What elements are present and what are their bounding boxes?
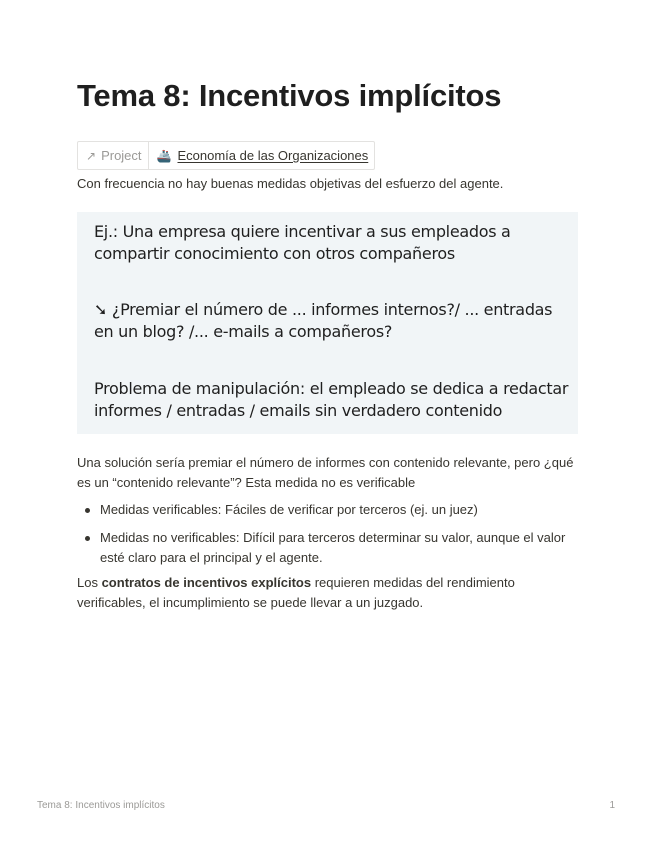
project-link[interactable]: Economía de las Organizaciones [177,148,369,163]
list-item: Medidas no verificables: Difícil para terceros determinar su valor, aunque el valor esté claro para el principal y el agente. [77,528,577,568]
closing-bold-term: contratos de incentivos explícitos [101,575,312,590]
arrow-up-right-icon: ↗ [86,148,97,163]
intro-paragraph: Con frecuencia no hay buenas medidas objetivas del esfuerzo del agente. [77,176,504,191]
footer-title: Tema 8: Incentivos implícitos [37,800,165,811]
page-title: Tema 8: Incentivos implícitos [77,78,502,113]
closing-paragraph [77,573,577,613]
closing-text-before: Los [77,575,102,590]
ship-icon: 🚢 [156,148,172,163]
solution-paragraph: Una solución sería premiar el número de informes con contenido relevante, pero ¿qué es un “contenido relevante”? Esta medida no es verificable [77,455,574,490]
list-item: Medidas verificables: Fáciles de verificar por terceros (ej. un juez) [77,500,577,520]
page-number: 1 [609,800,615,811]
measures-list [77,500,577,576]
callout-line-example: Ej.: Una empresa quiere incentivar a sus empleados a compartir conocimiento con otros compañeros [94,222,511,263]
property-key-label: Project [101,148,142,163]
project-property [77,141,375,170]
image-callout [77,212,578,434]
closing-text-after: requieren medidas del rendimiento verificables, el incumplimiento se puede llevar a un juzgado. [77,575,515,610]
callout-line-question: ➘ ¿Premiar el número de ... informes internos?/ ... entradas en un blog? /... e-mails a compañeros? [94,300,553,341]
property-key [78,142,149,169]
callout-line-problem: Problema de manipulación: el empleado se dedica a redactar informes / entradas / emails sin verdadero contenido [94,379,569,420]
property-value[interactable] [149,142,375,169]
